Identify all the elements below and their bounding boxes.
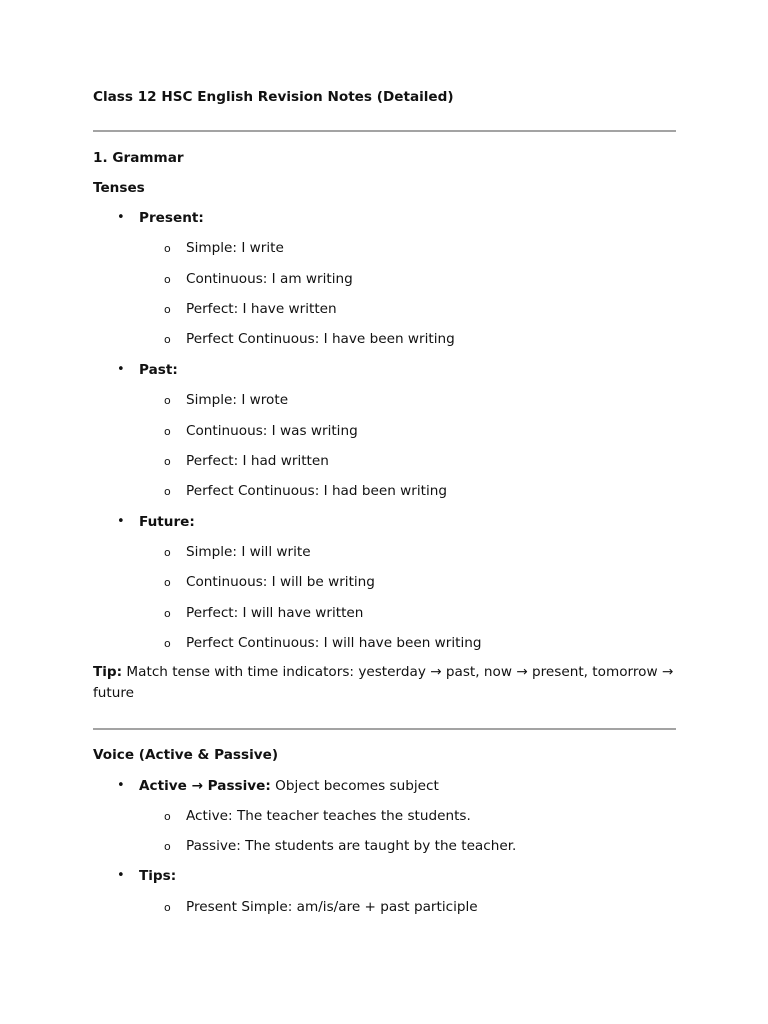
sub-list-item — [164, 452, 329, 470]
sub-list-item — [164, 807, 471, 825]
list-item-present — [117, 209, 204, 227]
circle-bullet-icon: o — [164, 840, 171, 853]
bullet-icon: • — [117, 210, 125, 225]
circle-bullet-icon: o — [164, 546, 171, 559]
bullet-icon: • — [117, 362, 125, 377]
sub-list-item — [164, 482, 447, 500]
circle-bullet-icon: o — [164, 242, 171, 255]
list-item-active-passive — [117, 777, 439, 795]
list-item-label: Present: — [139, 210, 204, 226]
circle-bullet-icon: o — [164, 485, 171, 498]
circle-bullet-icon: o — [164, 455, 171, 468]
circle-bullet-icon: o — [164, 333, 171, 346]
circle-bullet-icon: o — [164, 576, 171, 589]
list-item-label: Tips: — [139, 868, 177, 884]
document-title: Class 12 HSC English Revision Notes (Detailed) — [93, 89, 454, 105]
sub-list-item-text: Continuous: I am writing — [186, 271, 353, 287]
list-item-text: Object becomes subject — [270, 778, 439, 794]
sub-list-item-text: Perfect Continuous: I have been writing — [186, 331, 455, 347]
horizontal-divider — [93, 130, 676, 132]
sub-list-item-text: Present Simple: am/is/are + past participle — [186, 899, 478, 915]
bullet-icon: • — [117, 778, 125, 793]
section-heading-grammar: 1. Grammar — [93, 150, 184, 166]
list-item-label: Future: — [139, 514, 195, 530]
sub-list-item — [164, 634, 482, 652]
circle-bullet-icon: o — [164, 607, 171, 620]
bullet-icon: • — [117, 868, 125, 883]
sub-list-item-text: Active: The teacher teaches the students. — [186, 808, 471, 824]
sub-list-item — [164, 422, 358, 440]
sub-list-item — [164, 239, 284, 257]
sub-list-item-text: Simple: I wrote — [186, 392, 289, 408]
sub-list-item — [164, 898, 478, 916]
sub-list-item — [164, 300, 337, 318]
list-item-future — [117, 513, 195, 531]
list-item-label: Past: — [139, 362, 178, 378]
sub-list-item — [164, 837, 517, 855]
horizontal-divider — [93, 728, 676, 730]
subheading-tenses: Tenses — [93, 180, 145, 196]
sub-list-item-text: Continuous: I will be writing — [186, 574, 375, 590]
sub-list-item — [164, 604, 364, 622]
circle-bullet-icon: o — [164, 303, 171, 316]
circle-bullet-icon: o — [164, 901, 171, 914]
subheading-voice: Voice (Active & Passive) — [93, 747, 279, 763]
sub-list-item-text: Perfect: I had written — [186, 453, 329, 469]
sub-list-item-text: Simple: I write — [186, 240, 284, 256]
sub-list-item-text: Perfect: I have written — [186, 301, 337, 317]
sub-list-item-text: Perfect Continuous: I had been writing — [186, 483, 447, 499]
sub-list-item-text: Passive: The students are taught by the teacher. — [186, 838, 517, 854]
list-item-past — [117, 361, 178, 379]
tip-text: Match tense with time indicators: yesterday → past, now → present, tomorrow → future — [93, 664, 674, 701]
sub-list-item — [164, 270, 353, 288]
sub-list-item — [164, 543, 311, 561]
sub-list-item-text: Continuous: I was writing — [186, 423, 358, 439]
sub-list-item-text: Perfect Continuous: I will have been writing — [186, 635, 482, 651]
sub-list-item-text: Simple: I will write — [186, 544, 311, 560]
sub-list-item — [164, 391, 289, 409]
circle-bullet-icon: o — [164, 425, 171, 438]
list-item-tips — [117, 867, 177, 885]
sub-list-item-text: Perfect: I will have written — [186, 605, 364, 621]
tip-paragraph — [93, 662, 676, 704]
sub-list-item — [164, 330, 455, 348]
tip-label: Tip: — [93, 664, 123, 680]
list-item-label: Active → Passive: — [139, 778, 271, 794]
bullet-icon: • — [117, 514, 125, 529]
circle-bullet-icon: o — [164, 394, 171, 407]
circle-bullet-icon: o — [164, 637, 171, 650]
circle-bullet-icon: o — [164, 810, 171, 823]
sub-list-item — [164, 573, 375, 591]
circle-bullet-icon: o — [164, 273, 171, 286]
